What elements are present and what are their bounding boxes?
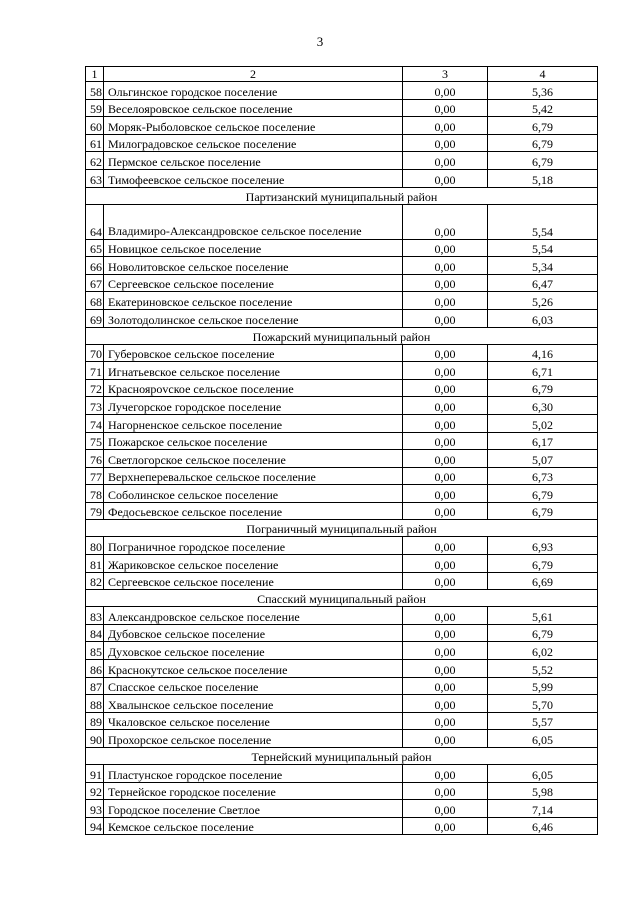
value-col-4: 6,02 [488, 642, 598, 660]
settlement-name: Кемское сельское поселение [104, 817, 403, 835]
header-col-4: 4 [488, 67, 598, 82]
value-col-3: 0,00 [403, 432, 488, 450]
value-col-3: 0,00 [403, 397, 488, 415]
value-col-3: 0,00 [403, 134, 488, 152]
table-row [86, 274, 598, 292]
value-col-4: 6,79 [488, 555, 598, 573]
row-number: 79 [86, 502, 104, 520]
table-header-row [86, 67, 598, 82]
value-col-4: 6,05 [488, 730, 598, 748]
row-number: 68 [86, 292, 104, 310]
row-number: 76 [86, 450, 104, 468]
value-col-3: 0,00 [403, 607, 488, 625]
row-number: 58 [86, 82, 104, 100]
settlement-name: Владимиро-Александровское сельское поселение [104, 204, 403, 239]
row-number: 61 [86, 134, 104, 152]
row-number: 67 [86, 274, 104, 292]
value-col-4: 6,71 [488, 362, 598, 380]
value-col-4: 4,16 [488, 344, 598, 362]
value-col-4: 5,52 [488, 660, 598, 678]
table-row [86, 99, 598, 117]
district-heading-row [86, 520, 598, 537]
settlement-name: Духовское сельское поселение [104, 642, 403, 660]
data-table [85, 66, 598, 835]
settlement-name: Светлогорское сельское поселение [104, 450, 403, 468]
row-number: 70 [86, 344, 104, 362]
value-col-4: 5,07 [488, 450, 598, 468]
table-row [86, 82, 598, 100]
table-row [86, 624, 598, 642]
settlement-name: Пермское сельское поселение [104, 152, 403, 170]
header-col-1: 1 [86, 67, 104, 82]
value-col-4: 6,79 [488, 379, 598, 397]
table-row [86, 450, 598, 468]
settlement-name: Золотодолинское сельское поселение [104, 309, 403, 327]
header-col-2: 2 [104, 67, 403, 82]
value-col-4: 6,93 [488, 537, 598, 555]
row-number: 77 [86, 467, 104, 485]
row-number: 81 [86, 555, 104, 573]
value-col-3: 0,00 [403, 152, 488, 170]
row-number: 74 [86, 414, 104, 432]
table-row [86, 204, 598, 239]
district-heading-row [86, 187, 598, 204]
value-col-3: 0,00 [403, 485, 488, 503]
value-col-4: 7,14 [488, 800, 598, 818]
value-col-4: 5,42 [488, 99, 598, 117]
row-number: 93 [86, 800, 104, 818]
row-number: 92 [86, 782, 104, 800]
value-col-3: 0,00 [403, 414, 488, 432]
table-row [86, 432, 598, 450]
row-number: 85 [86, 642, 104, 660]
row-number: 75 [86, 432, 104, 450]
table-row [86, 817, 598, 835]
row-number: 78 [86, 485, 104, 503]
value-col-3: 0,00 [403, 765, 488, 783]
settlement-name: Нагорненское сельское поселение [104, 414, 403, 432]
value-col-4: 6,17 [488, 432, 598, 450]
value-col-4: 6,73 [488, 467, 598, 485]
settlement-name: Спасское сельское поселение [104, 677, 403, 695]
settlement-name: Новицкое сельское поселение [104, 239, 403, 257]
table-row [86, 607, 598, 625]
table-row [86, 169, 598, 187]
table-row [86, 152, 598, 170]
value-col-4: 6,79 [488, 485, 598, 503]
table-row [86, 257, 598, 275]
settlement-name: Соболинское сельское поселение [104, 485, 403, 503]
value-col-4: 6,46 [488, 817, 598, 835]
row-number: 80 [86, 537, 104, 555]
value-col-3: 0,00 [403, 239, 488, 257]
value-col-4: 5,99 [488, 677, 598, 695]
value-col-4: 5,70 [488, 695, 598, 713]
table-row [86, 800, 598, 818]
row-number: 66 [86, 257, 104, 275]
settlement-name: Новолитовское сельское поселение [104, 257, 403, 275]
table-row [86, 344, 598, 362]
settlement-name: Александровское сельское поселение [104, 607, 403, 625]
value-col-3: 0,00 [403, 712, 488, 730]
value-col-3: 0,00 [403, 344, 488, 362]
settlement-name: Федосьевское сельское поселение [104, 502, 403, 520]
value-col-3: 0,00 [403, 204, 488, 239]
table-row [86, 485, 598, 503]
value-col-4: 6,79 [488, 624, 598, 642]
value-col-4: 5,54 [488, 239, 598, 257]
value-col-4: 6,03 [488, 309, 598, 327]
settlement-name: Красноярovское сельское поселение [104, 379, 403, 397]
settlement-name: Прохорское сельское поселение [104, 730, 403, 748]
value-col-3: 0,00 [403, 257, 488, 275]
row-number: 60 [86, 117, 104, 135]
district-heading: Партизанский муниципальный район [86, 187, 598, 204]
value-col-3: 0,00 [403, 642, 488, 660]
row-number: 73 [86, 397, 104, 415]
row-number: 62 [86, 152, 104, 170]
value-col-3: 0,00 [403, 309, 488, 327]
settlement-name: Краснокутское сельское поселение [104, 660, 403, 678]
district-heading: Пожарский муниципальный район [86, 327, 598, 344]
row-number: 94 [86, 817, 104, 835]
value-col-4: 5,02 [488, 414, 598, 432]
table-row [86, 379, 598, 397]
settlement-name: Игнатьевское сельское поселение [104, 362, 403, 380]
value-col-3: 0,00 [403, 82, 488, 100]
settlement-name: Тернейское городское поселение [104, 782, 403, 800]
page-number: 3 [316, 34, 324, 49]
row-number: 88 [86, 695, 104, 713]
row-number: 59 [86, 99, 104, 117]
district-heading-row [86, 748, 598, 765]
table-row [86, 537, 598, 555]
settlement-name: Пограничное городское поселение [104, 537, 403, 555]
table-row [86, 712, 598, 730]
row-number: 64 [86, 204, 104, 239]
row-number: 69 [86, 309, 104, 327]
row-number: 65 [86, 239, 104, 257]
row-number: 71 [86, 362, 104, 380]
value-col-3: 0,00 [403, 555, 488, 573]
settlement-name: Пожарское сельское поселение [104, 432, 403, 450]
row-number: 82 [86, 572, 104, 590]
row-number: 63 [86, 169, 104, 187]
value-col-3: 0,00 [403, 362, 488, 380]
value-col-4: 5,18 [488, 169, 598, 187]
value-col-3: 0,00 [403, 677, 488, 695]
row-number: 91 [86, 765, 104, 783]
settlement-name: Ольгинское городское поселение [104, 82, 403, 100]
table-row [86, 467, 598, 485]
table-row [86, 572, 598, 590]
table-row [86, 292, 598, 310]
row-number: 87 [86, 677, 104, 695]
settlement-name: Тимофеевское сельское поселение [104, 169, 403, 187]
value-col-4: 6,79 [488, 502, 598, 520]
district-heading: Тернейский муниципальный район [86, 748, 598, 765]
table-row [86, 397, 598, 415]
value-col-4: 6,47 [488, 274, 598, 292]
district-heading-row [86, 590, 598, 607]
settlement-name: Сергеевское сельское поселение [104, 572, 403, 590]
value-col-4: 6,79 [488, 117, 598, 135]
settlement-name: Милоградовское сельское поселение [104, 134, 403, 152]
table-row [86, 695, 598, 713]
table-row [86, 782, 598, 800]
table-row [86, 765, 598, 783]
table-row [86, 239, 598, 257]
table-row [86, 677, 598, 695]
row-number: 83 [86, 607, 104, 625]
value-col-4: 5,57 [488, 712, 598, 730]
value-col-3: 0,00 [403, 99, 488, 117]
value-col-3: 0,00 [403, 467, 488, 485]
value-col-4: 5,26 [488, 292, 598, 310]
value-col-3: 0,00 [403, 117, 488, 135]
table-row [86, 414, 598, 432]
settlement-name: Чкаловское сельское поселение [104, 712, 403, 730]
value-col-3: 0,00 [403, 292, 488, 310]
value-col-3: 0,00 [403, 695, 488, 713]
row-number: 86 [86, 660, 104, 678]
table-row [86, 362, 598, 380]
value-col-4: 5,34 [488, 257, 598, 275]
row-number: 90 [86, 730, 104, 748]
value-col-3: 0,00 [403, 782, 488, 800]
value-col-3: 0,00 [403, 817, 488, 835]
value-col-3: 0,00 [403, 379, 488, 397]
settlement-name: Моряк-Рыболовское сельское поселение [104, 117, 403, 135]
table-body [86, 67, 598, 835]
value-col-4: 5,36 [488, 82, 598, 100]
value-col-4: 6,30 [488, 397, 598, 415]
settlement-name: Жариковское сельское поселение [104, 555, 403, 573]
settlement-name: Губеровское сельское поселение [104, 344, 403, 362]
table-row [86, 555, 598, 573]
district-heading-row [86, 327, 598, 344]
value-col-4: 6,69 [488, 572, 598, 590]
table-row [86, 502, 598, 520]
value-col-4: 6,79 [488, 152, 598, 170]
value-col-3: 0,00 [403, 537, 488, 555]
settlement-name: Пластунское городское поселение [104, 765, 403, 783]
table-row [86, 660, 598, 678]
settlement-name: Веселояровское сельское поселение [104, 99, 403, 117]
district-heading: Пограничный муниципальный район [86, 520, 598, 537]
value-col-3: 0,00 [403, 800, 488, 818]
value-col-3: 0,00 [403, 572, 488, 590]
value-col-3: 0,00 [403, 502, 488, 520]
value-col-3: 0,00 [403, 624, 488, 642]
settlement-name: Сергеевское сельское поселение [104, 274, 403, 292]
table-row [86, 642, 598, 660]
table-row [86, 730, 598, 748]
table-row [86, 309, 598, 327]
settlement-name: Верхнеперевальское сельское поселение [104, 467, 403, 485]
row-number: 72 [86, 379, 104, 397]
row-number: 84 [86, 624, 104, 642]
table-row [86, 117, 598, 135]
district-heading: Спасский муниципальный район [86, 590, 598, 607]
value-col-3: 0,00 [403, 169, 488, 187]
settlement-name: Екатериновское сельское поселение [104, 292, 403, 310]
value-col-4: 6,79 [488, 134, 598, 152]
value-col-4: 6,05 [488, 765, 598, 783]
value-col-4: 5,54 [488, 204, 598, 239]
settlement-name: Хвалынское сельское поселение [104, 695, 403, 713]
settlement-name: Лучегорское городское поселение [104, 397, 403, 415]
value-col-4: 5,98 [488, 782, 598, 800]
row-number: 89 [86, 712, 104, 730]
table-row [86, 134, 598, 152]
settlement-name: Городское поселение Светлое [104, 800, 403, 818]
header-col-3: 3 [403, 67, 488, 82]
settlement-name: Дубовское сельское поселение [104, 624, 403, 642]
value-col-3: 0,00 [403, 660, 488, 678]
value-col-4: 5,61 [488, 607, 598, 625]
value-col-3: 0,00 [403, 730, 488, 748]
value-col-3: 0,00 [403, 274, 488, 292]
value-col-3: 0,00 [403, 450, 488, 468]
